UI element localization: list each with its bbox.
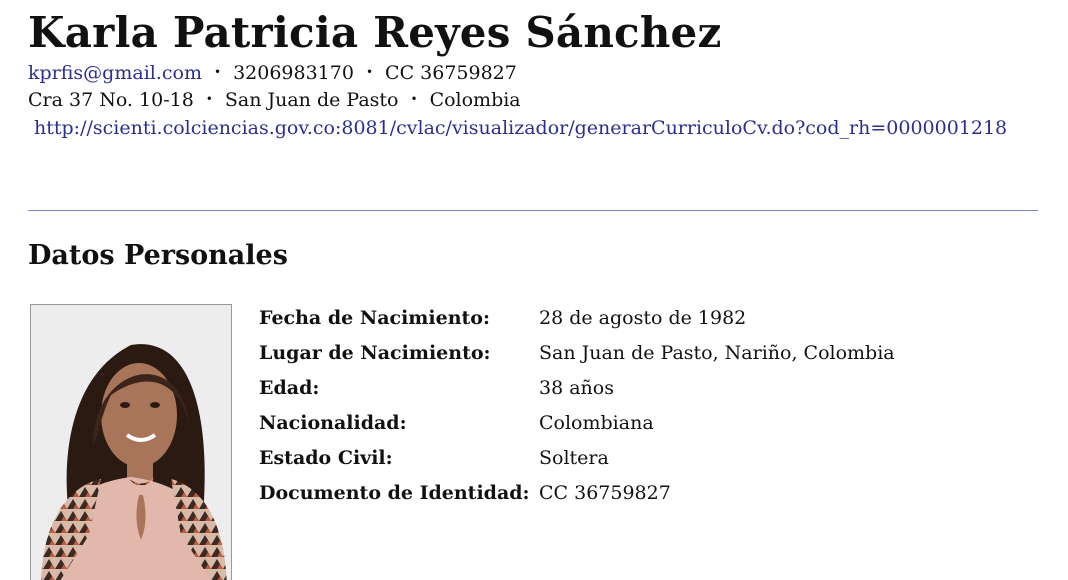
phone-number: 3206983170: [233, 62, 354, 84]
table-row: [259, 300, 895, 335]
section-title: Datos Personales: [28, 240, 288, 271]
email-link[interactable]: kprfis@gmail.com: [28, 62, 202, 84]
field-value: Soltera: [539, 446, 609, 469]
country: Colombia: [429, 89, 521, 111]
bullet-separator: •: [213, 65, 222, 79]
cvlac-url-link[interactable]: http://scienti.colciencias.gov.co:8081/cvlac/visualizador/generarCurriculoCv.do?cod_rh=0000001218: [34, 117, 1008, 139]
city: San Juan de Pasto: [224, 89, 399, 111]
table-row: [259, 440, 895, 475]
field-value: CC 36759827: [539, 481, 671, 504]
personal-data-table: [259, 300, 895, 510]
portrait-illustration: [31, 305, 231, 580]
header-divider: [28, 210, 1038, 211]
field-value: 28 de agosto de 1982: [539, 306, 747, 329]
person-name: Karla Patricia Reyes Sánchez: [28, 8, 722, 57]
bullet-separator: •: [205, 92, 213, 106]
table-row: [259, 370, 895, 405]
field-value: San Juan de Pasto, Nariño, Colombia: [539, 341, 895, 364]
field-value: 38 años: [539, 376, 614, 399]
id-document: CC 36759827: [385, 62, 517, 84]
table-row: [259, 475, 895, 510]
street-address: Cra 37 No. 10-18: [28, 89, 194, 111]
field-label: Documento de Identidad:: [259, 481, 530, 504]
field-label: Estado Civil:: [259, 446, 393, 469]
field-label: Nacionalidad:: [259, 411, 407, 434]
table-row: [259, 405, 895, 440]
table-row: [259, 335, 895, 370]
contact-line-2: [28, 89, 521, 111]
bullet-separator: •: [410, 92, 418, 106]
contact-line-1: [28, 62, 517, 84]
bullet-separator: •: [365, 65, 374, 79]
profile-photo: [30, 304, 232, 580]
field-label: Fecha de Nacimiento:: [259, 306, 490, 329]
field-value: Colombiana: [539, 411, 654, 434]
field-label: Lugar de Nacimiento:: [259, 341, 491, 364]
field-label: Edad:: [259, 376, 320, 399]
contact-line-3: [34, 117, 1007, 139]
